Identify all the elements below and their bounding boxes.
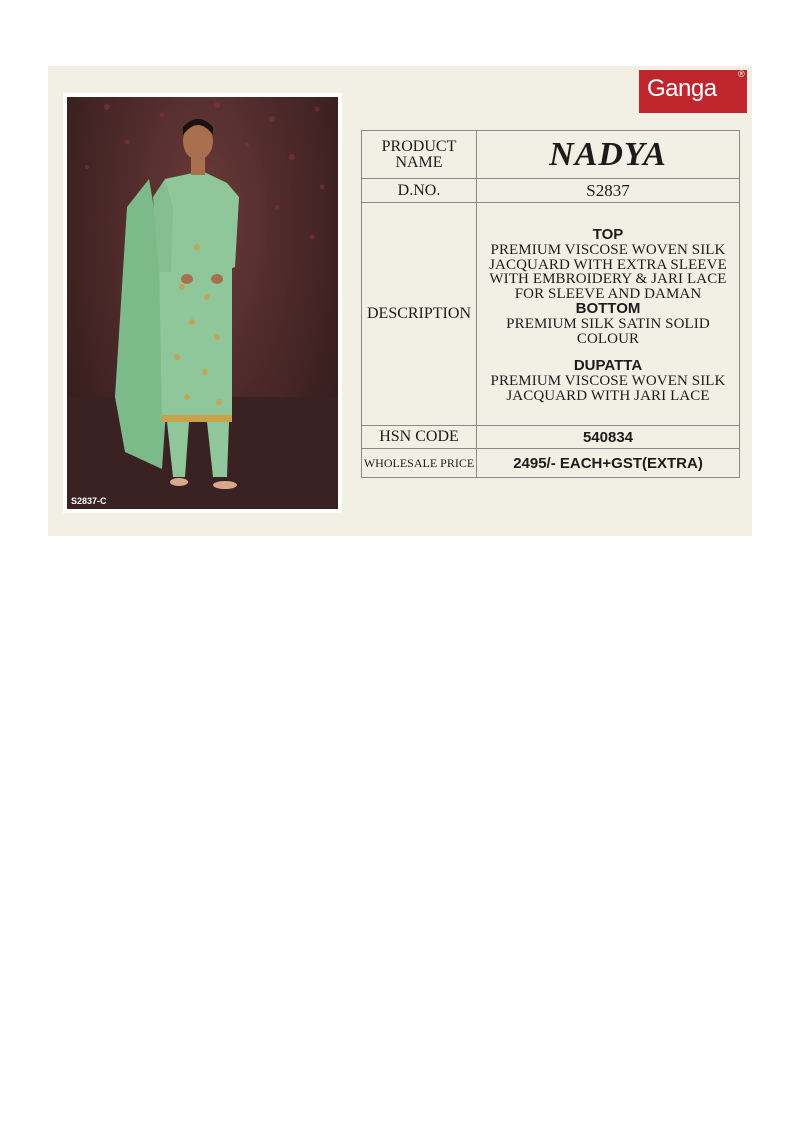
model-illustration [67, 97, 338, 509]
row-product-name [362, 131, 740, 179]
price-label: WHOLESALE PRICE [362, 449, 477, 478]
row-hsn [362, 426, 740, 449]
price-value: 2495/- EACH+GST(EXTRA) [477, 449, 740, 478]
row-dno [362, 179, 740, 203]
row-price [362, 449, 740, 478]
hsn-value: 540834 [477, 426, 740, 449]
product-name-label: PRODUCT NAME [362, 131, 477, 179]
logo-text: Ganga [647, 75, 717, 102]
bottom-text: PREMIUM SILK SATIN SOLID COLOUR [506, 316, 710, 347]
dupatta-text: PREMIUM VISCOSE WOVEN SILK JACQUARD WITH JARI LACE [490, 373, 726, 404]
dno-value: S2837 [477, 179, 740, 203]
description-cell [477, 203, 740, 426]
top-heading: TOP [592, 226, 624, 243]
description-label: DESCRIPTION [362, 203, 477, 426]
registered-mark: ® [738, 69, 745, 79]
hsn-label: HSN CODE [362, 426, 477, 449]
top-text: PREMIUM VISCOSE WOVEN SILK JACQUARD WITH EXTRA SLEEVE WITH EMBROIDERY & JARI LACE FOR SLEEVE AND DAMAN [489, 242, 727, 302]
product-name-value: NADYA [477, 131, 740, 179]
bottom-heading: BOTTOM [575, 300, 641, 317]
photo-code-label: S2837-C [71, 496, 107, 506]
dno-label: D.NO. [362, 179, 477, 203]
dupatta-heading: DUPATTA [573, 357, 643, 374]
product-photo [67, 97, 338, 509]
product-spec-table [361, 130, 740, 478]
ganga-logo [639, 70, 747, 113]
row-description [362, 203, 740, 426]
